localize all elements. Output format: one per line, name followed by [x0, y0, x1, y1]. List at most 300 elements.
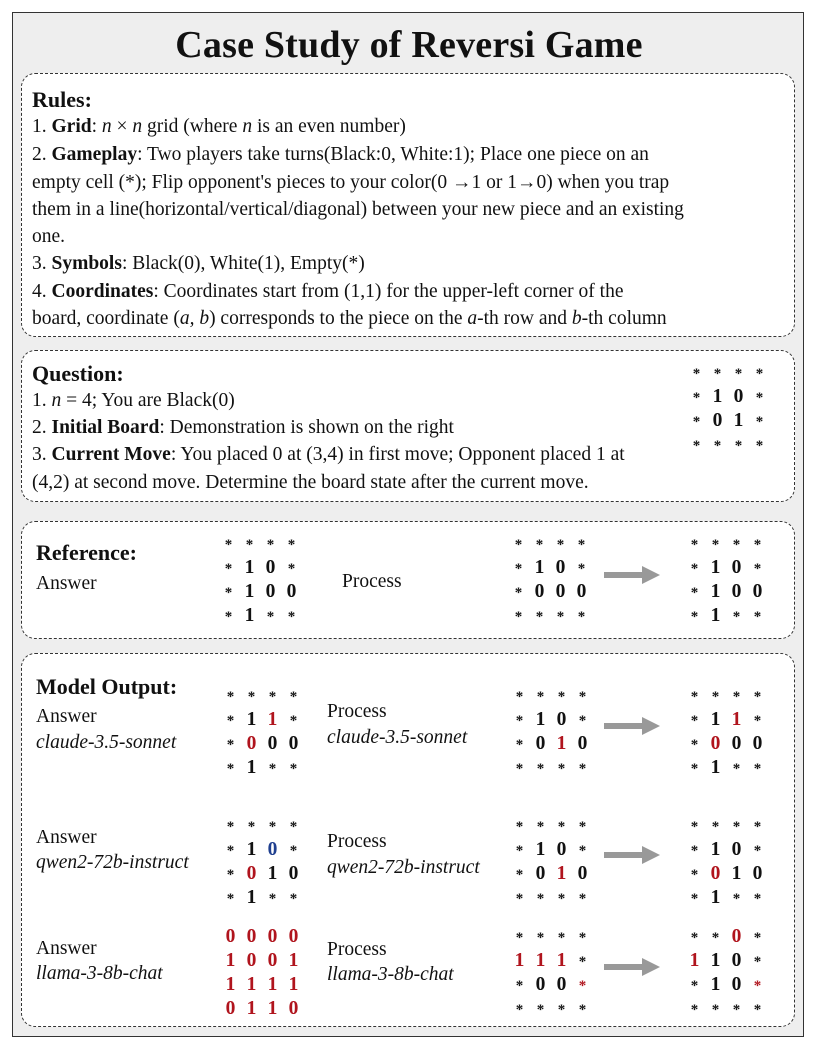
board-cell: 1	[288, 974, 299, 995]
board-cell: 0	[752, 733, 763, 754]
board-row	[509, 758, 593, 782]
rule-coord-text-d: -th column	[581, 308, 667, 329]
model-process-name: llama-3-8b-chat	[327, 964, 454, 985]
board-cell: *	[289, 843, 298, 859]
model-answer-label: Answer	[36, 827, 97, 848]
board-row	[509, 710, 593, 734]
board-cell: *	[690, 585, 699, 601]
board-row	[220, 840, 304, 864]
board-cell: *	[755, 366, 764, 382]
board-cell: *	[226, 819, 235, 835]
board-cell: *	[753, 761, 762, 777]
board-row	[220, 888, 304, 912]
board-cell: 1	[246, 757, 257, 778]
board-cell: *	[732, 689, 741, 705]
reference-answer-board	[218, 534, 302, 630]
board-cell: 1	[712, 386, 723, 407]
board-cell: 0	[710, 733, 721, 754]
board-row	[220, 951, 304, 975]
rule-coord-text-a: board, coordinate (	[32, 308, 180, 329]
board-cell: 1	[246, 839, 257, 860]
board-cell: 0	[710, 863, 721, 884]
question-3-label: Current Move	[51, 444, 171, 465]
board-cell: 0	[555, 581, 566, 602]
board-cell: 1	[556, 863, 567, 884]
board-cell: *	[515, 843, 524, 859]
board-cell: *	[755, 438, 764, 454]
board-row	[684, 534, 768, 558]
rule-gameplay-text1: : Two players take turns(Black:0, White:1); Place one piece on an	[137, 144, 649, 165]
board-cell: *	[711, 1002, 720, 1018]
reference-process-before-board	[508, 534, 592, 630]
board-row	[220, 816, 304, 840]
rule-gameplay-num: 2.	[32, 144, 47, 165]
rule-grid	[32, 117, 406, 137]
board-row	[509, 927, 593, 951]
board-cell: 1	[710, 557, 721, 578]
board-row	[220, 864, 304, 888]
board-cell: *	[226, 843, 235, 859]
question-item-3-line2: (4,2) at second move. Determine the board state after the current move.	[32, 472, 589, 493]
question-2-text: : Demonstration is shown on the right	[159, 417, 454, 438]
board-cell: *	[732, 761, 741, 777]
rule-grid-colon: :	[91, 116, 98, 137]
board-row	[220, 758, 304, 782]
board-cell: 0	[731, 974, 742, 995]
reference-heading: Reference:	[36, 540, 137, 565]
board-cell: *	[268, 819, 277, 835]
board-cell: 1	[267, 974, 278, 995]
board-cell: *	[578, 954, 587, 970]
rule-gameplay-label: Gameplay	[51, 144, 138, 165]
board-row	[684, 888, 768, 912]
board-cell: 1	[534, 557, 545, 578]
board-cell: *	[577, 537, 586, 553]
board-cell: *	[753, 1002, 762, 1018]
rule-grid-times: ×	[111, 116, 133, 137]
board-row	[509, 888, 593, 912]
board-cell: *	[289, 891, 298, 907]
board-cell: 1	[733, 410, 744, 431]
rule-gameplay-line3: them in a line(horizontal/vertical/diagonal) between your new piece and an existing	[32, 199, 684, 220]
board-cell: *	[713, 438, 722, 454]
board-cell: *	[515, 737, 524, 753]
board-row	[684, 951, 768, 975]
board-cell: *	[578, 689, 587, 705]
model-process-before-board	[509, 927, 593, 1023]
board-row	[684, 686, 768, 710]
board-cell: *	[690, 609, 699, 625]
board-cell: 1	[710, 839, 721, 860]
board-cell: 0	[577, 863, 588, 884]
model-process-label: Process	[327, 939, 387, 960]
board-cell: *	[734, 366, 743, 382]
board-cell: 1	[267, 998, 278, 1019]
board-cell: *	[289, 689, 298, 705]
board-cell: *	[690, 978, 699, 994]
board-cell: 0	[556, 839, 567, 860]
board-cell: *	[245, 537, 254, 553]
reference-process-after-board	[684, 534, 768, 630]
board-row	[684, 975, 768, 999]
board-cell: *	[268, 689, 277, 705]
rule-grid-text-b: grid (where	[142, 116, 243, 137]
board-cell: 1	[535, 709, 546, 730]
board-row	[686, 363, 770, 387]
rules-heading	[32, 89, 92, 111]
rule-coordinates-label: Coordinates	[51, 281, 154, 302]
board-cell: *	[515, 819, 524, 835]
board-cell: 1	[710, 950, 721, 971]
board-row	[508, 534, 592, 558]
question-2-num: 2.	[32, 417, 47, 438]
board-cell: *	[734, 438, 743, 454]
board-cell: 0	[534, 581, 545, 602]
board-cell: *	[535, 537, 544, 553]
board-cell: 0	[733, 386, 744, 407]
board-cell: *	[690, 891, 699, 907]
question-item-2	[32, 418, 454, 438]
board-cell: *	[578, 978, 587, 994]
board-cell: *	[577, 561, 586, 577]
board-row	[509, 686, 593, 710]
board-cell: *	[515, 761, 524, 777]
question-item-1	[32, 391, 235, 411]
board-cell: 0	[577, 733, 588, 754]
board-cell: 1	[710, 581, 721, 602]
board-cell: *	[753, 713, 762, 729]
board-cell: 1	[535, 950, 546, 971]
board-cell: 0	[731, 950, 742, 971]
board-cell: *	[536, 819, 545, 835]
question-item-3	[32, 445, 625, 465]
question-1-n: n	[51, 390, 62, 411]
board-cell: 0	[286, 581, 297, 602]
question-3-text1: : You placed 0 at (3,4) in first move; Opponent placed 1 at	[170, 444, 625, 465]
question-1-num: 1.	[32, 390, 47, 411]
board-cell: *	[514, 561, 523, 577]
board-cell: *	[536, 761, 545, 777]
board-cell: *	[711, 819, 720, 835]
model-process-after-board	[684, 816, 768, 912]
board-cell: *	[536, 689, 545, 705]
board-row	[508, 606, 592, 630]
board-cell: *	[753, 891, 762, 907]
board-cell: 0	[556, 709, 567, 730]
board-cell: *	[247, 819, 256, 835]
rule-coord-a: a	[467, 308, 478, 329]
model-process-after-board	[684, 927, 768, 1023]
board-cell: *	[515, 713, 524, 729]
board-cell: *	[287, 537, 296, 553]
board-row	[684, 840, 768, 864]
rule-grid-n3: n	[242, 116, 253, 137]
board-row	[218, 606, 302, 630]
rule-coord-b: b	[571, 308, 582, 329]
board-cell: *	[224, 561, 233, 577]
rule-grid-n1: n	[101, 116, 112, 137]
right-arrow-icon	[604, 956, 660, 978]
board-cell: 0	[288, 998, 299, 1019]
model-output-heading: Model Output:	[36, 674, 178, 699]
board-cell: *	[711, 930, 720, 946]
board-cell: *	[557, 819, 566, 835]
model-process-before-board	[509, 686, 593, 782]
board-cell: 1	[689, 950, 700, 971]
board-cell: *	[753, 843, 762, 859]
board-cell: *	[753, 954, 762, 970]
board-cell: *	[226, 737, 235, 753]
board-cell: *	[536, 891, 545, 907]
board-cell: *	[713, 366, 722, 382]
board-cell: 0	[288, 733, 299, 754]
board-row	[509, 975, 593, 999]
board-cell: *	[224, 585, 233, 601]
rule-coordinates-text1: : Coordinates start from (1,1) for the upper-left corner of the	[153, 281, 624, 302]
board-row	[508, 582, 592, 606]
board-cell: *	[578, 761, 587, 777]
board-cell: *	[514, 585, 523, 601]
rule-grid-n2: n	[132, 116, 143, 137]
board-cell: *	[690, 689, 699, 705]
board-row	[509, 840, 593, 864]
rule-coordinates-num: 4.	[32, 281, 47, 302]
board-cell: 1	[731, 863, 742, 884]
board-row	[509, 951, 593, 975]
board-cell: *	[556, 609, 565, 625]
board-cell: *	[536, 1002, 545, 1018]
board-cell: *	[556, 537, 565, 553]
board-cell: *	[692, 366, 701, 382]
board-row	[684, 734, 768, 758]
model-process-before-board	[509, 816, 593, 912]
board-row	[684, 582, 768, 606]
rule-gameplay-line4: one.	[32, 226, 66, 247]
model-process-name: claude-3.5-sonnet	[327, 727, 468, 748]
board-row	[509, 734, 593, 758]
board-row	[684, 606, 768, 630]
board-cell: 0	[267, 839, 278, 860]
board-cell: *	[578, 819, 587, 835]
board-cell: *	[224, 609, 233, 625]
board-cell: *	[690, 561, 699, 577]
board-cell: *	[690, 761, 699, 777]
board-cell: 0	[535, 733, 546, 754]
model-process-label: Process	[327, 701, 387, 722]
question-3-num: 3.	[32, 444, 47, 465]
board-row	[684, 758, 768, 782]
question-box	[21, 350, 795, 502]
board-cell: 0	[576, 581, 587, 602]
board-cell: 0	[731, 926, 742, 947]
board-cell: 1	[556, 733, 567, 754]
board-cell: 0	[246, 863, 257, 884]
board-row	[684, 558, 768, 582]
board-cell: *	[732, 609, 741, 625]
reference-answer-label: Answer	[36, 573, 97, 594]
page-title: Case Study of Reversi Game	[175, 24, 643, 66]
board-cell: *	[753, 537, 762, 553]
board-cell: *	[732, 891, 741, 907]
board-cell: *	[690, 713, 699, 729]
board-cell: 1	[710, 605, 721, 626]
board-row	[509, 999, 593, 1023]
board-cell: *	[226, 891, 235, 907]
board-cell: *	[690, 930, 699, 946]
board-row	[218, 582, 302, 606]
board-cell: 0	[265, 581, 276, 602]
rule-coordinates-line1	[32, 282, 624, 302]
board-cell: 0	[225, 998, 236, 1019]
question-heading: Question:	[32, 361, 124, 386]
board-row	[218, 534, 302, 558]
board-cell: 0	[555, 557, 566, 578]
board-cell: *	[753, 609, 762, 625]
board-cell: *	[515, 930, 524, 946]
board-cell: 1	[244, 557, 255, 578]
board-cell: 0	[535, 974, 546, 995]
model-answer-label: Answer	[36, 706, 97, 727]
board-cell: 1	[731, 709, 742, 730]
rule-grid-text-c: is an even number)	[252, 116, 406, 137]
initial-board	[686, 363, 770, 459]
board-cell: *	[690, 737, 699, 753]
board-cell: *	[711, 689, 720, 705]
rule-symbols-text: : Black(0), White(1), Empty(*)	[121, 253, 365, 274]
board-row	[686, 387, 770, 411]
board-cell: *	[226, 689, 235, 705]
board-cell: *	[515, 689, 524, 705]
board-row	[686, 435, 770, 459]
rule-symbols-label: Symbols	[51, 253, 122, 274]
board-cell: 1	[514, 950, 525, 971]
right-arrow-icon	[604, 844, 660, 866]
rule-symbols-num: 3.	[32, 253, 47, 274]
board-cell: 1	[556, 950, 567, 971]
board-cell: *	[690, 843, 699, 859]
board-row	[684, 999, 768, 1023]
board-cell: 0	[535, 863, 546, 884]
board-cell: 0	[712, 410, 723, 431]
model-output-box	[21, 653, 795, 1027]
board-cell: *	[578, 843, 587, 859]
rule-coord-text-c: -th row and	[477, 308, 572, 329]
board-cell: *	[557, 1002, 566, 1018]
rule-gameplay-line1	[32, 145, 649, 165]
model-answer-board	[220, 816, 304, 912]
board-cell: 1	[710, 974, 721, 995]
board-cell: 1	[535, 839, 546, 860]
board-row	[684, 816, 768, 840]
board-cell: *	[753, 930, 762, 946]
board-cell: 0	[246, 733, 257, 754]
rule-coordinates-line2	[32, 309, 667, 329]
board-cell: 0	[731, 557, 742, 578]
board-cell: *	[732, 819, 741, 835]
board-cell: *	[711, 537, 720, 553]
rule-grid-label: Grid	[51, 116, 92, 137]
board-cell: 0	[265, 557, 276, 578]
board-cell: 1	[225, 950, 236, 971]
board-row	[220, 975, 304, 999]
board-cell: *	[690, 867, 699, 883]
board-cell: 0	[752, 863, 763, 884]
question-2-label: Initial Board	[51, 417, 160, 438]
board-cell: *	[536, 930, 545, 946]
model-answer-label: Answer	[36, 938, 97, 959]
board-cell: 0	[731, 581, 742, 602]
right-arrow-icon	[604, 715, 660, 737]
board-cell: 1	[246, 998, 257, 1019]
board-cell: *	[557, 930, 566, 946]
board-cell: *	[266, 537, 275, 553]
board-cell: 0	[288, 926, 299, 947]
board-cell: 0	[288, 863, 299, 884]
board-cell: *	[753, 689, 762, 705]
board-row	[220, 686, 304, 710]
board-cell: *	[515, 1002, 524, 1018]
board-cell: *	[515, 867, 524, 883]
board-cell: 1	[267, 863, 278, 884]
board-cell: 1	[246, 974, 257, 995]
rule-coord-ab: a, b	[179, 308, 210, 329]
board-cell: *	[578, 891, 587, 907]
board-row	[684, 710, 768, 734]
board-row	[220, 999, 304, 1023]
board-cell: *	[226, 713, 235, 729]
board-row	[684, 864, 768, 888]
board-cell: 1	[710, 709, 721, 730]
board-cell: 0	[731, 839, 742, 860]
board-cell: *	[753, 819, 762, 835]
board-cell: 0	[267, 950, 278, 971]
board-cell: *	[557, 761, 566, 777]
reference-box	[21, 521, 795, 639]
board-row	[220, 710, 304, 734]
board-cell: *	[692, 414, 701, 430]
board-cell: *	[577, 609, 586, 625]
model-answer-board	[220, 927, 304, 1023]
model-process-after-board	[684, 686, 768, 782]
board-row	[686, 411, 770, 435]
model-name: qwen2-72b-instruct	[36, 852, 189, 873]
right-arrow-icon	[604, 564, 660, 586]
board-cell: *	[247, 689, 256, 705]
board-cell: *	[226, 867, 235, 883]
board-cell: 1	[710, 757, 721, 778]
board-cell: *	[557, 891, 566, 907]
board-cell: 1	[246, 887, 257, 908]
board-cell: *	[224, 537, 233, 553]
board-cell: 1	[244, 581, 255, 602]
rule-gameplay-line2: empty cell (*); Flip opponent's pieces to your color(0 →1 or 1→0) when you trap	[32, 172, 670, 193]
board-cell: 0	[267, 733, 278, 754]
board-cell: *	[226, 761, 235, 777]
rules-heading-label: Rules	[32, 87, 85, 112]
question-1-text: = 4; You are Black(0)	[61, 390, 235, 411]
board-cell: 0	[556, 974, 567, 995]
board-cell: *	[289, 713, 298, 729]
board-cell: *	[755, 390, 764, 406]
board-row	[509, 864, 593, 888]
board-cell: *	[578, 1002, 587, 1018]
board-cell: *	[692, 390, 701, 406]
board-cell: *	[268, 891, 277, 907]
model-answer-board	[220, 686, 304, 782]
model-process-name: qwen2-72b-instruct	[327, 857, 480, 878]
board-cell: *	[690, 1002, 699, 1018]
board-cell: *	[268, 761, 277, 777]
